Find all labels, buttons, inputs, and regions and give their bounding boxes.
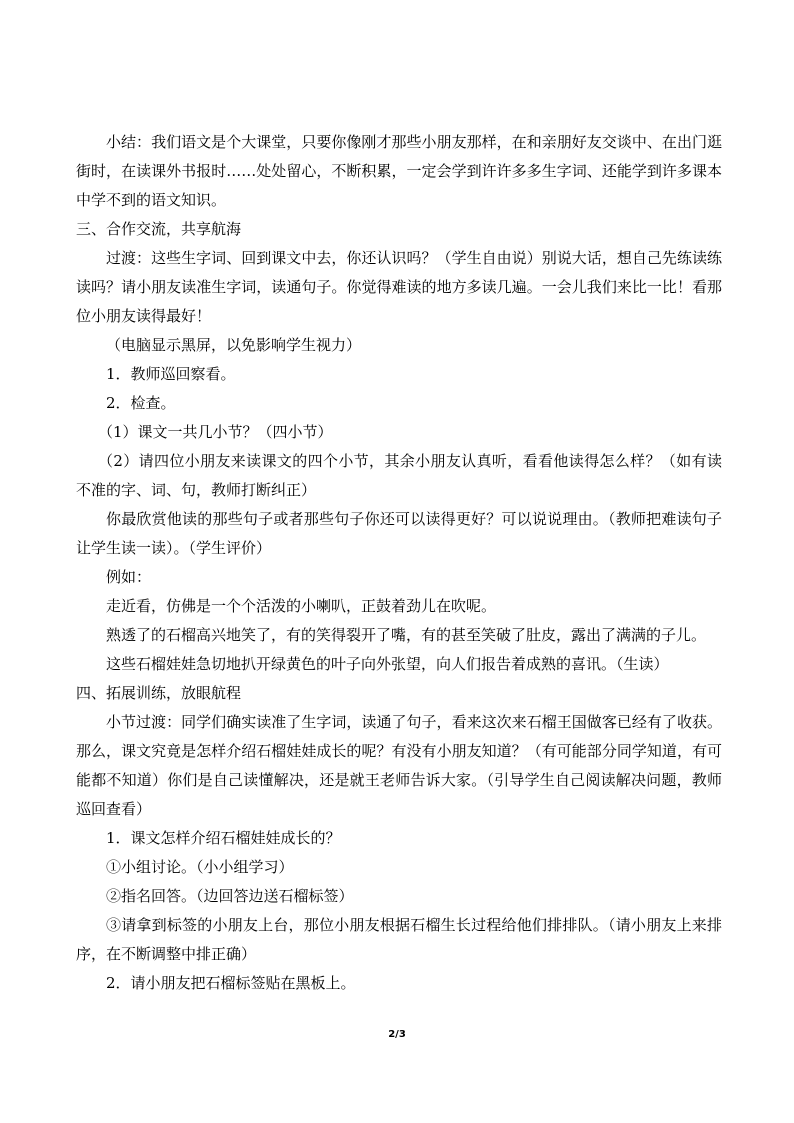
step-2: 2．检查。 — [106, 394, 176, 412]
section-transition-paragraph: 小节过渡：同学们确实读准了生字词，读通了句子，看来这次来石榴王国做客已经有了收获。那么，课文究竟是怎样介绍石榴娃娃成长的呢？有没有小朋友知道？（有可能部分同学知道，有可能都不知道）你们是自己读懂解决，还是就王老师告诉大家。（引导学生自己阅读解决问题，教师巡回查看） — [76, 713, 722, 818]
example-label: 例如： — [106, 568, 152, 586]
transition-paragraph: 过渡：这些生字词、回到课文中去，你还认识吗？（学生自由说）别说大话，想自己先练读练读吗？请小朋友读准生字词，读通句子。你觉得难读的地方多读几遍。一会儿我们来比一比！看那位小朋友读得最好！ — [76, 249, 722, 325]
question-2: （2）请四位小朋友来读课文的四个小节，其余小朋友认真听，看看他读得怎么样？（如有读不准的字、词、句，教师打断纠正） — [76, 452, 722, 499]
section-heading-3: 三、合作交流，共享航海 — [76, 220, 242, 238]
task-1-step-a: ①小组讨论。（小小组学习） — [106, 858, 294, 876]
example-sentence-1: 走近看，仿佛是一个个活泼的小喇叭，正鼓着劲儿在吹呢。 — [106, 597, 497, 615]
section-heading-4: 四、拓展训练，放眼航程 — [76, 684, 242, 702]
task-2: 2．请小朋友把石榴标签贴在黑板上。 — [106, 974, 356, 992]
page-number: 2/3 — [388, 1029, 406, 1040]
task-1-step-c: ③请拿到标签的小朋友上台，那位小朋友根据石榴生长过程给他们排排队。（请小朋友上来排序，在不断调整中排正确） — [76, 916, 722, 963]
task-1: 1．课文怎样介绍石榴娃娃成长的？ — [106, 829, 341, 847]
task-1-step-b: ②指名回答。（边回答边送石榴标签） — [106, 887, 354, 905]
appreciation-paragraph: 你最欣赏他读的那些句子或者那些句子你还可以读得更好？可以说说理由。（教师把难读句子让学生读一读）。（学生评价） — [76, 510, 722, 557]
step-1: 1．教师巡回察看。 — [106, 365, 236, 383]
question-1: （1）课文一共几小节？（四小节） — [98, 423, 333, 441]
page-content — [76, 128, 722, 998]
example-sentence-2: 熟透了的石榴高兴地笑了，有的笑得裂开了嘴，有的甚至笑破了肚皮，露出了满满的子儿。 — [106, 626, 707, 644]
summary-paragraph: 小结：我们语文是个大课堂，只要你像刚才那些小朋友那样，在和亲朋好友交谈中、在出门逛街时，在读课外书报时……处处留心，不断积累，一定会学到许许多多生字词、还能学到许多课本中学不到的语文知识。 — [76, 133, 722, 209]
screen-note: （电脑显示黑屏，以免影响学生视力） — [106, 336, 362, 354]
example-sentence-3: 这些石榴娃娃急切地扒开绿黄色的叶子向外张望，向人们报告着成熟的喜讯。（生读） — [106, 655, 669, 673]
